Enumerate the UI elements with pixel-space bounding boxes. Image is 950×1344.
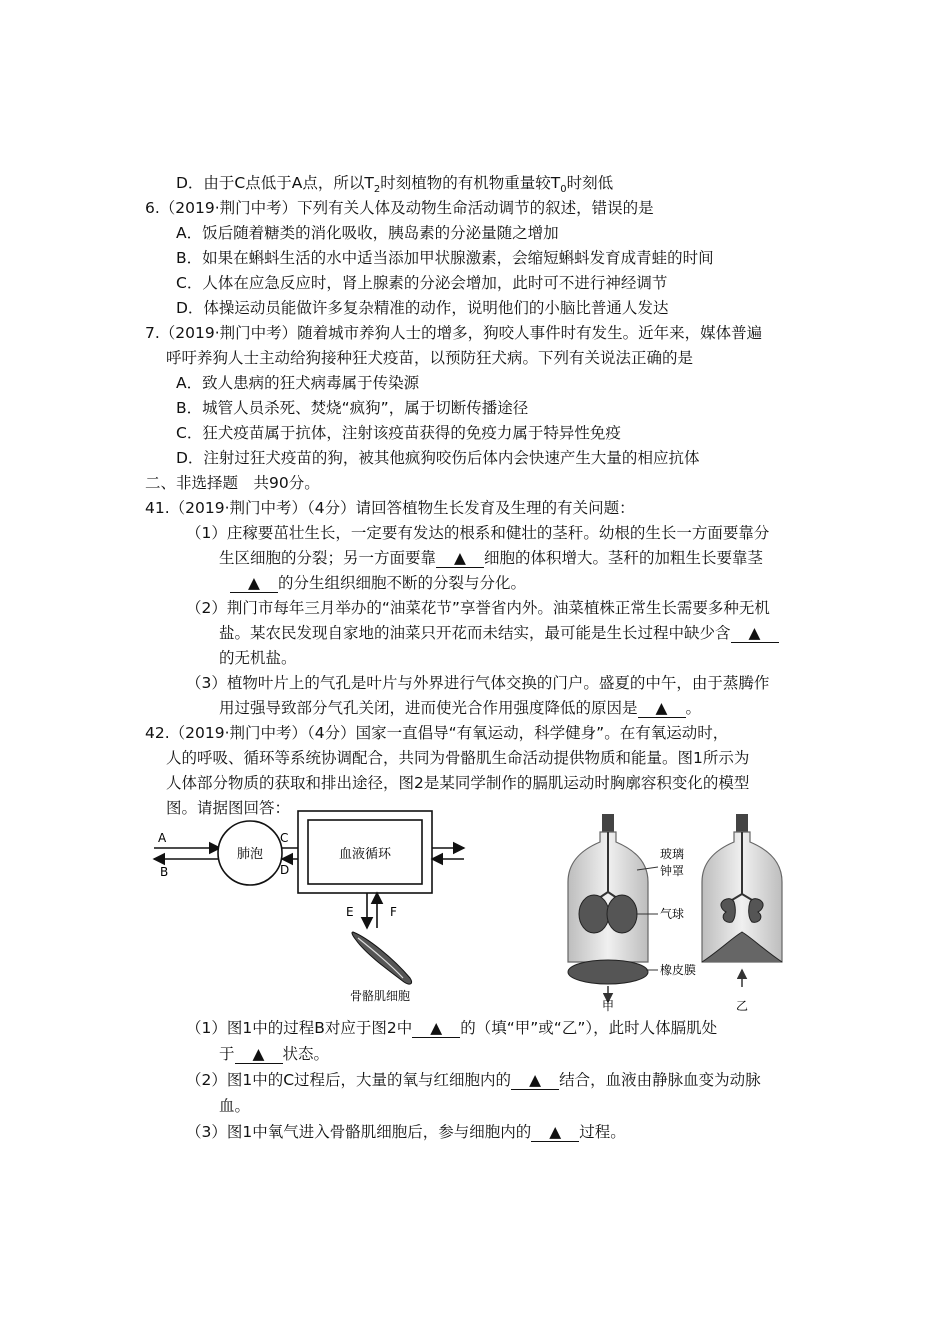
- q42-part3-text-a: （3）图1中氧气进入骨骼肌细胞后，参与细胞内的: [186, 1123, 532, 1141]
- answer-blank: ▲: [638, 699, 686, 718]
- q42-part2-text-a: （2）图1中的C过程后，大量的氧与红细胞内的: [186, 1071, 512, 1089]
- q41-part3-text-b: 。: [685, 699, 702, 717]
- label-glass: 玻璃: [660, 847, 685, 861]
- q7-option-b: B．城管人员杀死、焚烧“疯狗”，属于切断传播途径: [176, 399, 529, 417]
- answer-blank: ▲: [436, 549, 484, 568]
- label-alveolus: 肺泡: [236, 847, 264, 862]
- membrane-jia: [568, 960, 648, 984]
- figure-1-diagram: [148, 808, 473, 1008]
- balloon-left-yi: [721, 899, 735, 923]
- section-heading: 二、非选择题 共90分。: [145, 474, 320, 492]
- balloon-right-jia: [607, 895, 637, 933]
- q41-part1-line3: [230, 572, 526, 594]
- q42-part1-text-d: 状态。: [282, 1045, 330, 1063]
- q41-part1-line1: （1）庄稼要茁壮生长，一定要有发达的根系和健壮的茎秆。幼根的生长一方面要靠分: [186, 524, 770, 542]
- q6-option-b: B．如果在蝌蚪生活的水中适当添加甲状腺激素，会缩短蝌蚪发育成青蛙的时间: [176, 249, 714, 267]
- q41-part2-line2: [219, 622, 779, 644]
- answer-blank: ▲: [235, 1045, 283, 1064]
- label-bell-jar: 钟罩: [660, 864, 685, 878]
- q5-option-d-text-c: 时刻低: [566, 174, 614, 192]
- q5-option-d-text-a: D．由于C点低于A点，所以T: [176, 174, 374, 192]
- q41-part2-line1: （2）荆门市每年三月举办的“油菜花节”享誉省内外。油菜植株正常生长需要多种无机: [186, 599, 770, 617]
- q41-part1-line2: [219, 547, 763, 569]
- q42-stem-line4: 图。请据图回答：: [166, 799, 291, 817]
- q41-part3-text-a: 用过强导致部分气孔关闭，进而使光合作用强度降低的原因是: [219, 699, 638, 717]
- q42-part3-text-b: 过程。: [579, 1123, 626, 1141]
- q42-stem-line3: 人体部分物质的获取和排出途径，图2是某同学制作的膈肌运动时胸廓容积变化的模型: [166, 774, 750, 792]
- q5-option-d-text-b: 时刻植物的有机物重量较T: [380, 174, 561, 192]
- q41-part3-line1: （3）植物叶片上的气孔是叶片与外界进行气体交换的门户。盛夏的中午，由于蒸腾作: [186, 674, 770, 692]
- q41-stem: 41.（2019·荆门中考）（4分）请回答植物生长发育及生理的有关问题：: [145, 499, 635, 517]
- q6-option-d: D．体操运动员能做许多复杂精准的动作，说明他们的小脑比普通人发达: [176, 299, 669, 317]
- q42-part3-line1: [186, 1121, 626, 1143]
- answer-blank: ▲: [230, 574, 278, 593]
- label-f: F: [390, 905, 397, 919]
- bell-jar-jia: [568, 814, 648, 1002]
- q41-part1-text-b: 细胞的体积增大。茎秆的加粗生长要靠茎: [484, 549, 764, 567]
- q41-part2-line3: 的无机盐。: [219, 649, 297, 667]
- answer-blank: ▲: [531, 1123, 579, 1142]
- label-d: D: [280, 863, 290, 877]
- q42-part1-text-a: （1）图1中的过程B对应于图2中: [186, 1019, 413, 1037]
- q6-option-c: C．人体在应急反应时，肾上腺素的分泌会增加，此时可不进行神经调节: [176, 274, 668, 292]
- q42-part2-line2: 血。: [219, 1097, 251, 1115]
- q7-option-d: D．注射过狂犬疫苗的狗，被其他疯狗咬伤后体内会快速产生大量的相应抗体: [176, 449, 700, 467]
- q42-part2-line1: [186, 1069, 761, 1091]
- label-yi: 乙: [735, 999, 749, 1012]
- q7-option-c: C．狂犬疫苗属于抗体，注射该疫苗获得的免疫力属于特异性免疫: [176, 424, 621, 442]
- figure-2-diagram: [560, 812, 800, 1012]
- q41-part2-text-a: 盐。某农民发现自家地的油菜只开花而未结实，最可能是生长过程中缺少含: [219, 624, 731, 642]
- q41-part1-text-a: 生区细胞的分裂；另一方面要靠: [219, 549, 437, 567]
- bell-jar-yi: [702, 814, 782, 987]
- q6-option-a: A．饭后随着糖类的消化吸收，胰岛素的分泌量随之增加: [176, 224, 559, 242]
- q7-stem-line1: 7.（2019·荆门中考）随着城市养狗人士的增多，狗咬人事件时有发生。近年来，媒体普遍: [145, 324, 763, 342]
- label-a: A: [158, 831, 167, 845]
- answer-blank: ▲: [412, 1019, 460, 1038]
- q6-stem: 6.（2019·荆门中考）下列有关人体及动物生命活动调节的叙述，错误的是: [145, 199, 654, 217]
- q42-part2-text-b: 结合，血液由静脉血变为动脉: [559, 1071, 761, 1089]
- q42-stem-line2: 人的呼吸、循环等系统协调配合，共同为骨骼肌生命活动提供物质和能量。图1所示为: [166, 749, 750, 767]
- label-c: C: [280, 831, 289, 845]
- label-jia: 甲: [601, 999, 615, 1012]
- balloon-left-jia: [579, 895, 609, 933]
- q5-sub-2: 0: [560, 184, 567, 196]
- answer-blank: ▲: [511, 1071, 559, 1090]
- stopper-jia: [602, 814, 614, 832]
- stopper-yi: [736, 814, 748, 832]
- label-muscle-cell: 骨骼肌细胞: [350, 989, 411, 1003]
- q42-part1-line1: [186, 1017, 717, 1039]
- label-balloon: 气球: [660, 907, 685, 921]
- q7-option-a: A．致人患病的狂犬病毒属于传染源: [176, 374, 420, 392]
- q7-stem-line2: 呼吁养狗人士主动给狗接种狂犬疫苗，以预防狂犬病。下列有关说法正确的是: [166, 349, 694, 367]
- q42-part1-line2: [219, 1043, 329, 1065]
- label-circulation: 血液循环: [338, 847, 392, 862]
- answer-blank: ▲: [731, 624, 779, 643]
- label-e: E: [346, 905, 354, 919]
- label-membrane: 橡皮膜: [660, 963, 697, 977]
- q42-part1-text-c: 于: [219, 1045, 235, 1063]
- balloon-right-yi: [749, 899, 763, 923]
- label-b: B: [160, 865, 169, 879]
- q42-stem-line1: 42.（2019·荆门中考）（4分）国家一直倡导“有氧运动，科学健身”。在有氧运动时，: [145, 724, 729, 742]
- q41-part1-text-c: 的分生组织细胞不断的分裂与分化。: [278, 574, 527, 592]
- q42-part1-text-b: 的（填“甲”或“乙”），此时人体膈肌处: [460, 1019, 718, 1037]
- q41-part3-line2: [219, 697, 701, 719]
- q5-sub-1: 2: [373, 184, 381, 196]
